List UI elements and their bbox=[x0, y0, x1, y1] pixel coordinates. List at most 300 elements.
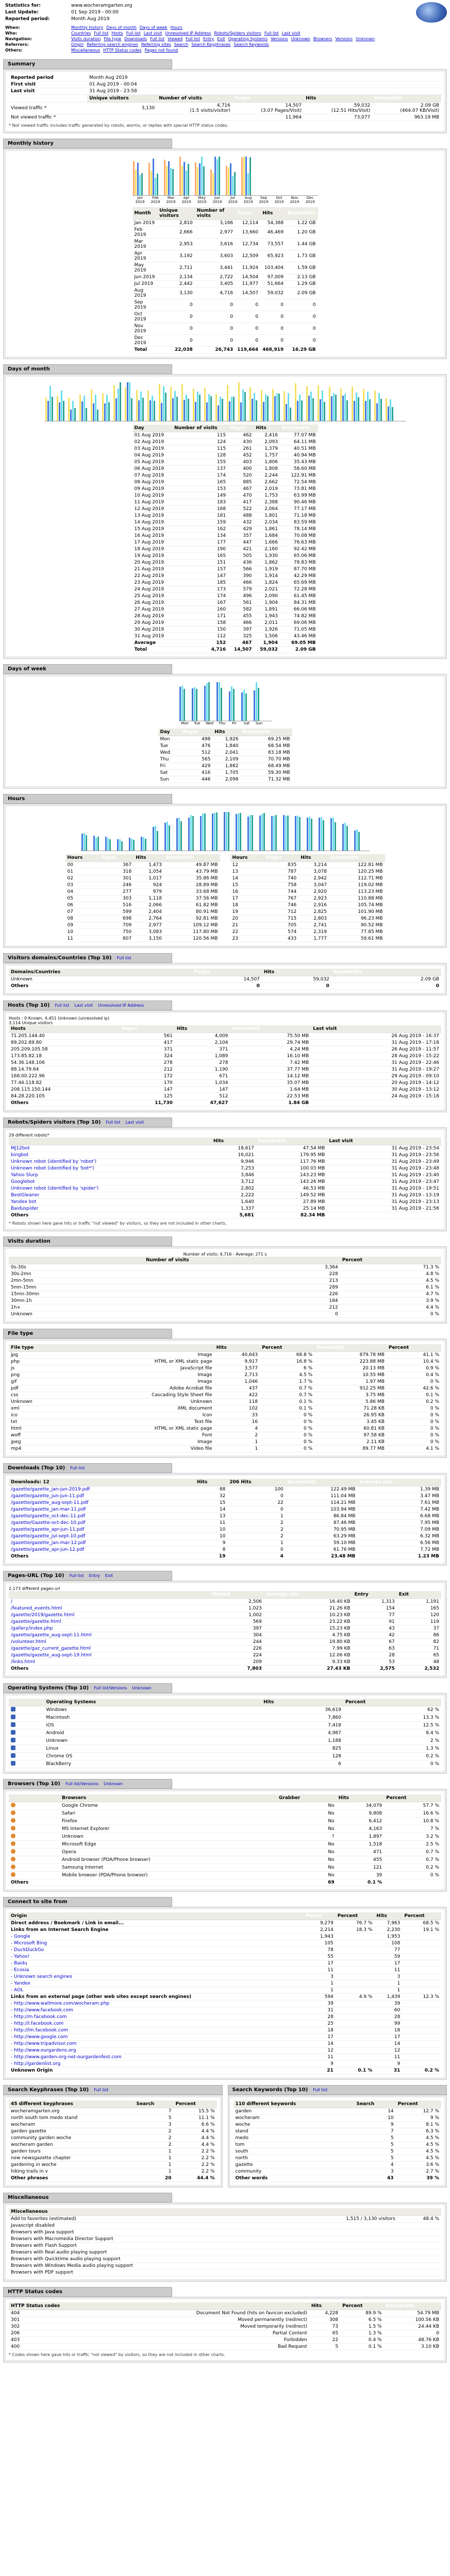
table-cell: 39 bbox=[304, 2001, 336, 2007]
table-cell[interactable]: Baiduspider bbox=[9, 1206, 211, 1212]
table-row bbox=[9, 2148, 217, 2155]
monthly-bar bbox=[186, 171, 187, 195]
table-cell: 68.8 % bbox=[260, 1352, 314, 1359]
table-cell: 0 bbox=[144, 1311, 340, 1318]
hour-bar bbox=[133, 840, 135, 851]
os-icon bbox=[11, 1761, 15, 1766]
table-cell: 2 bbox=[227, 1533, 285, 1540]
nav-link-navi[interactable]: Operating Systems bbox=[228, 37, 268, 41]
table-cell[interactable]: /gallery/index.php bbox=[9, 1625, 209, 1632]
table-cell: 2.7 % bbox=[396, 2168, 441, 2175]
browser-icon bbox=[11, 1865, 15, 1869]
section-link[interactable]: Full list/Versions bbox=[65, 1782, 99, 1786]
hour-bar bbox=[356, 829, 358, 851]
nav-link-when[interactable]: Hours bbox=[170, 25, 183, 30]
day-bar bbox=[356, 393, 357, 421]
referring-site-url[interactable]: - http://l.facebook.com bbox=[9, 2021, 304, 2027]
os-icon bbox=[11, 1707, 15, 1711]
table-cell: 128 bbox=[261, 1753, 343, 1760]
table-cell: 0.2 % bbox=[384, 1864, 441, 1872]
table-row bbox=[9, 1093, 441, 1100]
keyphrases-full-list-link[interactable]: Full list bbox=[94, 2088, 109, 2092]
hour-bar bbox=[309, 817, 310, 851]
hour-bar-group bbox=[153, 826, 163, 851]
downloads-full-list-link[interactable]: Full list bbox=[70, 1466, 85, 1470]
table-cell: 22 bbox=[309, 2337, 340, 2344]
misc-title: Miscellaneous bbox=[3, 2193, 172, 2202]
search-engine-name[interactable]: - Microsoft Bing bbox=[9, 1940, 304, 1947]
dow-bar bbox=[194, 687, 195, 721]
table-cell: 9 bbox=[374, 2061, 402, 2067]
table-cell: 97,009 bbox=[260, 274, 286, 281]
table-row bbox=[132, 311, 318, 323]
nav-link-who[interactable]: Full list bbox=[264, 31, 279, 36]
table-cell: 2,825 bbox=[298, 909, 329, 916]
summary-title: Summary bbox=[3, 59, 172, 69]
table-cell[interactable]: /gazette/gaz_current_gazette.html bbox=[9, 1646, 209, 1652]
table-row bbox=[230, 882, 385, 889]
table-cell: 1,806 bbox=[254, 459, 280, 466]
nav-link-who[interactable]: Countries bbox=[71, 31, 91, 36]
referring-site-url[interactable]: - http://www.tripadvisor.com bbox=[9, 2041, 304, 2047]
table-cell: 31 Aug 2019 - 21:56 bbox=[327, 1206, 441, 1212]
day-bar bbox=[276, 393, 278, 421]
monthly-bar bbox=[214, 157, 216, 195]
referring-site-url[interactable]: - http://www.google.com bbox=[9, 2034, 304, 2041]
browsers-title: Browsers (Top 10) Full list/Versions Unknown bbox=[3, 1779, 172, 1789]
table-row bbox=[230, 929, 385, 936]
table-cell: Mon bbox=[158, 736, 181, 743]
os-icon-cell bbox=[9, 1706, 44, 1714]
monthly-bar bbox=[155, 178, 156, 195]
day-bar bbox=[206, 402, 208, 421]
dow-label: Sat bbox=[243, 721, 250, 725]
monthly-bar bbox=[243, 157, 245, 195]
day-bar bbox=[329, 387, 330, 421]
awstats-logo[interactable] bbox=[416, 2, 447, 23]
table-cell[interactable]: /gazette/2019/gazette.html bbox=[9, 1612, 209, 1619]
table-cell: 2,011 bbox=[254, 620, 280, 626]
section-link[interactable]: Last visit bbox=[74, 1003, 93, 1008]
nav-link-navi[interactable]: Entry bbox=[203, 37, 214, 41]
dow-bar bbox=[206, 683, 208, 721]
nav-link-navi[interactable]: Full list bbox=[150, 37, 165, 41]
table-cell[interactable]: /gazette/gazette_aug-sept-11.html bbox=[9, 1632, 209, 1639]
day-bar bbox=[149, 400, 151, 421]
table-row bbox=[234, 2115, 442, 2122]
table-cell: 1,313 bbox=[353, 1599, 397, 1605]
section-link[interactable]: Full list bbox=[69, 1573, 84, 1578]
section-link[interactable]: Full list bbox=[106, 1120, 121, 1125]
referring-site-url[interactable]: - http://lm.facebook.com bbox=[9, 2027, 304, 2034]
nav-link-others[interactable]: Miscellaneous bbox=[71, 48, 101, 53]
nav-link-when[interactable]: Days of month bbox=[106, 25, 137, 30]
nav-link-who[interactable]: Full list bbox=[94, 31, 109, 36]
table-cell[interactable]: MJ12bot bbox=[9, 1145, 211, 1152]
referring-site-url[interactable]: - http://www.facebook.com bbox=[9, 2007, 304, 2014]
table-cell[interactable]: Unknown robot (identified by 'spider') bbox=[9, 1185, 211, 1192]
day-bar bbox=[49, 386, 51, 421]
table-cell: 0 bbox=[331, 983, 441, 990]
column-header: Bandwidth bbox=[314, 1344, 387, 1352]
table-cell: 1,862 bbox=[254, 560, 280, 566]
table-cell: 1,379 bbox=[254, 446, 280, 452]
table-cell[interactable]: /gazette/gazette_jun-jun-11.pdf bbox=[9, 1493, 195, 1500]
search-engine-name[interactable]: - Ecosia bbox=[9, 1967, 304, 1974]
nav-link-navi[interactable]: Unknown bbox=[356, 37, 375, 41]
keyphrases-table bbox=[9, 2100, 217, 2182]
nav-link-navi[interactable]: Visits duration bbox=[71, 37, 101, 41]
hour-bar bbox=[169, 825, 170, 851]
nav-link-ref[interactable]: Search Keyphrases bbox=[191, 42, 231, 47]
section-link[interactable]: Exit bbox=[105, 1573, 113, 1578]
table-cell[interactable]: /gazette/gazette_aug-sept-11.pdf bbox=[9, 1500, 195, 1506]
table-cell: 31 Aug 2019 - 23:48 bbox=[327, 1165, 441, 1172]
table-cell: 08 bbox=[65, 916, 99, 922]
table-cell: 496 bbox=[228, 593, 254, 600]
monthly-bar bbox=[148, 163, 150, 195]
table-row bbox=[132, 533, 318, 539]
table-cell[interactable]: /links.html bbox=[9, 1659, 209, 1666]
table-cell: 205.209.105.58 bbox=[9, 1046, 119, 1053]
keywords-full-list-link[interactable]: Full list bbox=[313, 2088, 328, 2092]
nav-link-ref[interactable]: Referring sites bbox=[141, 42, 171, 47]
table-row bbox=[9, 1192, 441, 1199]
summary-value-main: 14,507 bbox=[285, 103, 302, 108]
hours-chart bbox=[81, 809, 370, 851]
table-cell: 113.23 MB bbox=[329, 889, 385, 895]
day-bar bbox=[390, 399, 391, 421]
column-header: Pages bbox=[235, 207, 260, 220]
table-cell: 3.75 MB bbox=[314, 1392, 387, 1399]
section-link[interactable]: Unknown bbox=[132, 1686, 152, 1690]
search-engine-name[interactable]: - Yandex bbox=[9, 1980, 304, 1987]
nav-link-who[interactable]: Last visit bbox=[281, 31, 301, 36]
day-bar bbox=[129, 382, 130, 421]
search-engine-name[interactable]: - AOL bbox=[9, 1987, 304, 1994]
day-bar bbox=[322, 391, 323, 421]
table-cell: 0.2 % bbox=[402, 2067, 441, 2074]
nav-link-navi[interactable]: Full list bbox=[186, 37, 201, 41]
browser-icon-cell bbox=[9, 1810, 60, 1818]
search-engine-name[interactable]: - Unknown search engines bbox=[9, 1974, 304, 1980]
table-cell: Moved permanently (redirect) bbox=[104, 2317, 309, 2324]
table-cell[interactable]: Unknown robot (identified by 'bot*') bbox=[9, 1165, 211, 1172]
search-engine-name[interactable]: - DuckDuckGo bbox=[9, 1947, 304, 1954]
table-cell: 2.2 % bbox=[174, 2162, 217, 2168]
referring-site-row bbox=[9, 2027, 441, 2034]
table-cell: 172 bbox=[119, 1073, 174, 1080]
table-cell: Partial Content bbox=[104, 2330, 309, 2337]
column-header: Percent bbox=[340, 1257, 441, 1264]
table-cell: Others bbox=[9, 1553, 195, 1560]
table-cell: No bbox=[277, 1810, 337, 1818]
table-row bbox=[65, 889, 220, 895]
table-cell bbox=[60, 1879, 277, 1886]
table-cell: 7,418 bbox=[261, 1722, 343, 1730]
table-cell: gazette bbox=[234, 2162, 355, 2168]
table-cell: 03 bbox=[65, 882, 99, 889]
day-bar-group bbox=[79, 395, 90, 421]
column-header: Pages bbox=[192, 969, 262, 976]
table-cell: 86 bbox=[397, 1632, 441, 1639]
table-cell bbox=[336, 2027, 375, 2034]
nav-link-navi[interactable]: Exit bbox=[217, 37, 225, 41]
nav-link-ref[interactable]: Origin bbox=[71, 42, 84, 47]
countries-full-list-link[interactable]: Full list bbox=[116, 956, 131, 960]
section-link[interactable]: Last visit bbox=[125, 1120, 144, 1125]
monthly-chart bbox=[132, 154, 318, 196]
table-cell: 9,917 bbox=[214, 1359, 260, 1365]
day-bar bbox=[170, 387, 172, 421]
table-cell: 2,942 bbox=[298, 875, 329, 882]
summary-table bbox=[9, 75, 441, 121]
summary-value bbox=[87, 114, 157, 121]
table-cell: 17 Aug 2019 bbox=[132, 539, 172, 546]
table-cell bbox=[402, 1947, 441, 1954]
table-cell bbox=[402, 1934, 441, 1940]
nav-link-navi[interactable]: Viewed bbox=[168, 37, 183, 41]
hour-bar-group bbox=[176, 818, 187, 851]
table-cell: 746 bbox=[264, 902, 298, 909]
os-icon bbox=[11, 1753, 15, 1758]
nav-link-others[interactable]: HTTP Status codes bbox=[103, 48, 142, 53]
section-link[interactable]: Entry bbox=[89, 1573, 100, 1578]
table-cell: 183 bbox=[172, 499, 228, 506]
table-cell: 06 bbox=[65, 902, 99, 909]
hour-bar bbox=[192, 816, 194, 851]
table-cell[interactable]: /gazette/gazette_apr-jun-11.pdf bbox=[9, 1527, 195, 1533]
table-cell: 2,104 bbox=[175, 1040, 230, 1046]
browser-icon bbox=[11, 1803, 15, 1807]
search-engine-name[interactable]: - Baidu bbox=[9, 1960, 304, 1967]
nav-link-who[interactable]: Full list bbox=[126, 31, 141, 36]
referring-site-url[interactable]: - http://www.wallmore.com/wocheram.php bbox=[9, 2001, 304, 2007]
table-cell: 522 bbox=[228, 506, 254, 513]
table-cell: 206 bbox=[9, 2330, 104, 2337]
table-cell bbox=[402, 1967, 441, 1974]
table-row bbox=[9, 2344, 441, 2350]
nav-link-navi[interactable]: Unknown bbox=[291, 37, 310, 41]
nav-link-navi[interactable]: File type bbox=[104, 37, 122, 41]
others-links bbox=[69, 47, 380, 53]
table-cell[interactable]: /gazette/gazette_aug-sept-19.html bbox=[9, 1652, 209, 1659]
table-cell[interactable]: /gazette/gazette_oct-dec-11.pdf bbox=[9, 1513, 195, 1520]
table-cell: 19 bbox=[230, 909, 264, 916]
table-cell[interactable]: /gazette/gazette_jan-mar-11.pdf bbox=[9, 1506, 195, 1513]
table-cell: 149 bbox=[172, 493, 228, 499]
section-link[interactable]: Full list bbox=[55, 1003, 70, 1008]
table-cell: 117.80 MB bbox=[164, 929, 220, 936]
column-header: Downloads: 12 bbox=[9, 1479, 195, 1486]
table-cell[interactable]: Unknown robot (identified by 'robot') bbox=[9, 1159, 211, 1165]
table-cell: 2,319 bbox=[298, 929, 329, 936]
table-cell: 209 bbox=[209, 1659, 264, 1666]
pages-title: Pages-URL (Top 10) Full list Entry Exit bbox=[3, 1571, 172, 1581]
table-row bbox=[9, 1419, 441, 1426]
nav-link-who[interactable]: Unresolved IP Address bbox=[165, 31, 211, 36]
table-cell: 1,337 bbox=[211, 1206, 256, 1212]
table-cell[interactable]: BestGleaner bbox=[9, 1192, 211, 1199]
table-cell[interactable]: /featured_events.html bbox=[9, 1605, 209, 1612]
dow-bar-group bbox=[179, 686, 191, 721]
filetypes-table bbox=[9, 1344, 441, 1452]
table-cell: 26 Aug 2019 - 11:57 bbox=[311, 1046, 441, 1053]
pages-section bbox=[3, 1571, 447, 1678]
nav-link-who[interactable]: Last visit bbox=[143, 31, 162, 36]
nav-link-when[interactable]: Monthly history bbox=[71, 25, 104, 30]
table-row bbox=[9, 1520, 441, 1527]
table-cell: 3.10 KB bbox=[384, 2344, 441, 2350]
table-cell: 39 bbox=[374, 2001, 402, 2007]
table-cell: 2,713 bbox=[214, 1372, 260, 1379]
referring-site-url[interactable]: - http://gardenlist.org bbox=[9, 2061, 304, 2067]
nav-link-others[interactable]: Pages not found bbox=[144, 48, 178, 53]
table-cell bbox=[311, 1100, 441, 1107]
table-row bbox=[132, 566, 318, 573]
table-cell[interactable]: /volunteer.html bbox=[9, 1639, 209, 1646]
table-cell: 1,089 bbox=[175, 1053, 230, 1060]
hour-bar-group bbox=[307, 817, 318, 851]
day-bar bbox=[331, 396, 332, 421]
table-cell[interactable]: /gazette/gazette_apr-jun-12.pdf bbox=[9, 1547, 195, 1553]
day-bar bbox=[333, 393, 335, 421]
table-cell: 61.82 MB bbox=[164, 902, 220, 909]
referring-site-row bbox=[9, 2007, 441, 2014]
navigation-links bbox=[69, 36, 380, 42]
table-cell: 63.29 MB bbox=[286, 1533, 358, 1540]
column-header: Grabber bbox=[277, 1794, 337, 1802]
hour-bar bbox=[157, 831, 158, 851]
table-cell: 0 bbox=[260, 323, 286, 335]
table-cell: 12,509 bbox=[235, 250, 260, 262]
table-cell: 31 bbox=[374, 2067, 402, 2074]
table-cell[interactable]: Yahoo Slurp bbox=[9, 1172, 211, 1179]
column-header: Hits bbox=[195, 1479, 227, 1486]
nav-link-who[interactable]: Robots/Spiders visitors bbox=[214, 31, 261, 36]
referring-site-url[interactable]: - http://www.ourgardens.org bbox=[9, 2047, 304, 2054]
section-link[interactable]: Full list/Versions bbox=[94, 1686, 127, 1690]
browser-icon bbox=[11, 1849, 15, 1854]
table-cell: 16.29 GB bbox=[286, 347, 318, 353]
nav-link-ref[interactable]: Search Keywords bbox=[234, 42, 269, 47]
day-bar-group bbox=[181, 384, 192, 421]
nav-link-when[interactable]: Days of week bbox=[139, 25, 168, 30]
monthly-label-month: Jun bbox=[214, 196, 220, 200]
table-cell: 1,188 bbox=[261, 1737, 343, 1745]
table-cell: 5.86 MB bbox=[314, 1399, 387, 1405]
table-cell: 0 bbox=[195, 299, 235, 311]
table-cell: 1.44 GB bbox=[286, 239, 318, 250]
day-bar bbox=[220, 397, 221, 421]
table-row bbox=[9, 1486, 441, 1493]
table-cell: 4,163 bbox=[337, 1825, 385, 1833]
table-cell: Oct 2019 bbox=[132, 311, 158, 323]
table-cell[interactable]: /gazette/Gazette-oct-dec-10.pdf bbox=[9, 1520, 195, 1527]
dow-bar bbox=[184, 689, 185, 721]
table-cell: pdf bbox=[9, 1385, 69, 1392]
countries-others-row bbox=[9, 983, 441, 990]
table-cell: 2,662 bbox=[254, 479, 280, 486]
table-cell[interactable]: Googlebot bbox=[9, 1179, 211, 1185]
nav-link-navi[interactable]: Versions bbox=[271, 37, 288, 41]
day-bar bbox=[272, 389, 274, 421]
referring-site-url[interactable]: - http://m.facebook.com bbox=[9, 2014, 304, 2021]
table-cell[interactable]: /gazette/gazette_jan-jun-2019.pdf bbox=[9, 1486, 195, 1493]
table-cell[interactable]: bingbot bbox=[9, 1152, 211, 1159]
nav-link-ref[interactable]: Referring search engines bbox=[87, 42, 138, 47]
table-cell: 244 bbox=[209, 1639, 264, 1646]
table-cell: 43.79 MB bbox=[164, 869, 220, 875]
table-cell[interactable]: /gazette/gazette_jan-mar-12.pdf bbox=[9, 1540, 195, 1547]
section-link[interactable]: Unresolved IP Address bbox=[98, 1003, 144, 1008]
table-cell: 1,891 bbox=[254, 606, 280, 613]
table-cell: 2,066 bbox=[134, 902, 164, 909]
column-header: Hits bbox=[298, 854, 329, 862]
table-row bbox=[132, 573, 318, 580]
table-cell: 2,034 bbox=[254, 519, 280, 526]
table-cell: 2 % bbox=[343, 1737, 441, 1745]
table-cell: 3,712 bbox=[211, 1179, 256, 1185]
day-bar-group bbox=[125, 382, 135, 421]
dow-bar bbox=[254, 690, 255, 721]
table-cell: 421 bbox=[228, 546, 254, 553]
table-cell: 118 bbox=[214, 1399, 260, 1405]
table-cell[interactable]: / bbox=[9, 1599, 209, 1605]
nav-link-navi[interactable]: Downloads bbox=[124, 37, 147, 41]
table-row bbox=[9, 1379, 441, 1385]
search-engine-name[interactable]: - Google bbox=[9, 1934, 304, 1940]
table-cell: 76.7 % bbox=[336, 1920, 375, 1927]
countries-section bbox=[3, 953, 447, 995]
table-row bbox=[9, 2122, 217, 2128]
section-link[interactable]: Unknown bbox=[104, 1782, 123, 1786]
table-cell: Others bbox=[9, 1879, 60, 1886]
table-cell[interactable]: Yandex bot bbox=[9, 1199, 211, 1206]
referring-site-url[interactable]: - http://www.garden-org-net-ourgardenfest.com bbox=[9, 2054, 304, 2061]
referring-site-row bbox=[9, 2034, 441, 2041]
table-cell: 0 % bbox=[384, 1872, 441, 1879]
nav-link-who[interactable]: Hosts bbox=[111, 31, 123, 36]
column-header: Miscellaneous bbox=[9, 2208, 282, 2216]
nav-link-navi[interactable]: Versions bbox=[335, 37, 353, 41]
when-links bbox=[69, 25, 380, 30]
table-cell[interactable]: /gazette/gazette_jul-sept-10.pdf bbox=[9, 1533, 195, 1540]
table-cell: 1 bbox=[227, 1540, 285, 1547]
table-cell: 111.04 MB bbox=[286, 1493, 358, 1500]
table-cell: 2,764 bbox=[134, 916, 164, 922]
nav-link-ref[interactable]: Search bbox=[174, 42, 189, 47]
day-bar bbox=[308, 396, 310, 421]
durations-section bbox=[3, 1236, 447, 1324]
nav-link-navi[interactable]: Browsers bbox=[313, 37, 332, 41]
table-cell bbox=[402, 1940, 441, 1947]
table-cell: 12,114 bbox=[235, 220, 260, 227]
table-cell: 108 bbox=[374, 1940, 402, 1947]
table-cell: 69.05 MB bbox=[280, 640, 318, 647]
hour-bar-group bbox=[200, 814, 211, 851]
table-cell: 10 bbox=[195, 1527, 227, 1533]
column-header: 110 different keywords bbox=[234, 2100, 355, 2108]
table-cell: 110.88 MB bbox=[329, 895, 385, 902]
summary-period: Month Aug 2019 bbox=[87, 75, 441, 81]
table-cell: 7 bbox=[135, 2108, 174, 2115]
table-cell: 1,943 bbox=[304, 1934, 336, 1940]
table-cell[interactable]: /gazette/gazette.html bbox=[9, 1619, 209, 1625]
table-row bbox=[132, 493, 318, 499]
table-cell: 16 Aug 2019 bbox=[132, 533, 172, 539]
search-engine-name[interactable]: - Yahoo! bbox=[9, 1954, 304, 1960]
